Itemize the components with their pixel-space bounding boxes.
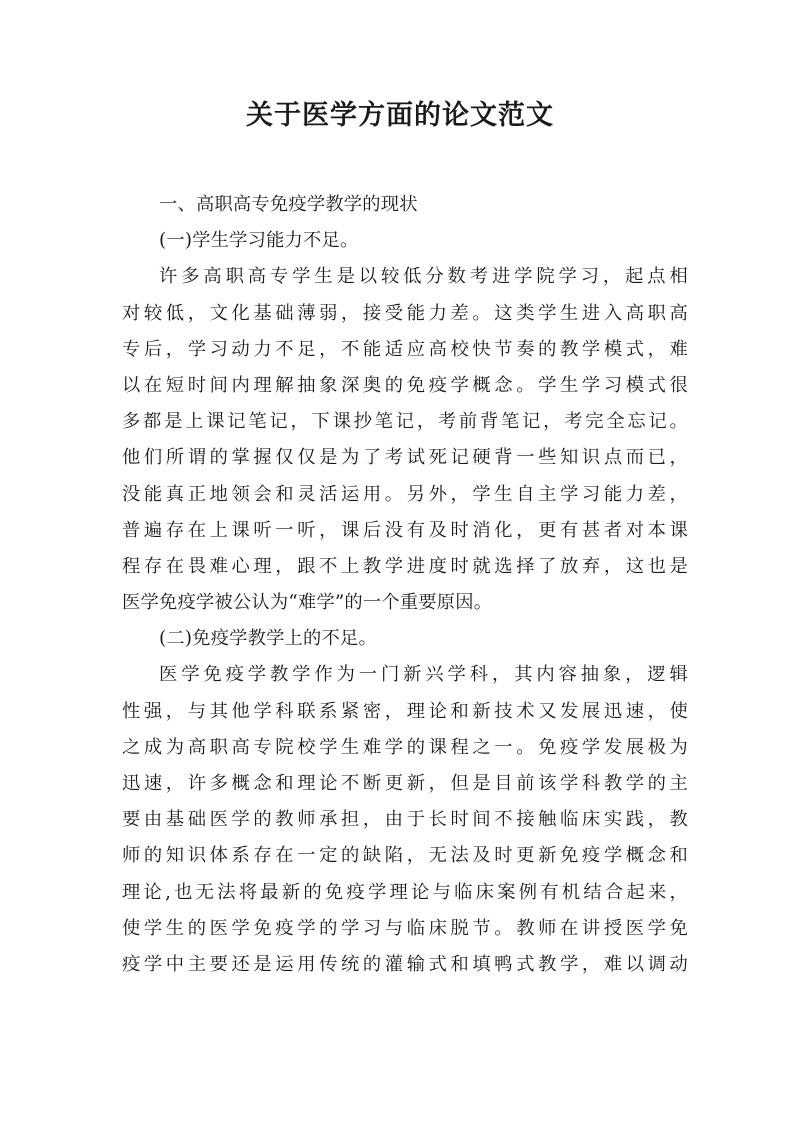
text-line: 疫学中主要还是运用传统的灌输式和填鸭式教学，难以调动 [122,953,688,975]
text-line: 使学生的医学免疫学的学习与临床脱节。教师在讲授医学免 [122,917,688,939]
text-line: 多都是上课记笔记，下课抄笔记，考前背笔记，考完全忘记。 [122,411,688,433]
text-line: 一、高职高专免疫学教学的现状 [159,194,418,215]
text-line: 医学免疫学教学作为一门新兴学科，其内容抽象，逻辑 [159,664,688,686]
text-line: 迅速，许多概念和理论不断更新，但是目前该学科教学的主 [122,773,688,794]
text-line: 之成为高职高专院校学生难学的课程之一。免疫学发展极为 [122,736,688,758]
text-line: 他们所谓的掌握仅仅是为了考试死记硬背一些知识点而已， [122,447,688,469]
text-line: 理论,也无法将最新的免疫学理论与临床案例有机结合起来， [122,881,688,903]
page-title: 关于医学方面的论文范文 [246,100,554,131]
text-line: (二)免疫学教学上的不足。 [159,628,377,650]
text-line: 医学免疫学被公认为“难学”的一个重要原因。 [122,592,493,614]
article-body [122,187,688,983]
text-line: 专后，学习动力不足，不能适应高校快节奏的教学模式，难 [122,338,688,360]
text-line: 要由基础医学的教师承担，由于长时间不接触临床实践，教 [122,809,688,831]
text-line: 程存在畏难心理，跟不上教学进度时就选择了放弃，这也是 [122,555,688,577]
text-line: 性强，与其他学科联系紧密，理论和新技术又发展迅速，使 [122,700,688,722]
text-line: 以在短时间内理解抽象深奥的免疫学概念。学生学习模式很 [122,374,688,396]
text-line: (一)学生学习能力不足。 [159,230,359,252]
text-line: 师的知识体系存在一定的缺陷，无法及时更新免疫学概念和 [122,845,688,867]
text-line: 对较低，文化基础薄弱，接受能力差。这类学生进入高职高 [122,302,688,324]
text-line: 没能真正地领会和灵活运用。另外，学生自主学习能力差， [122,483,688,505]
text-line: 许多高职高专学生是以较低分数考进学院学习，起点相 [159,266,688,288]
text-line: 普遍存在上课听一听，课后没有及时消化，更有甚者对本课 [122,519,688,541]
